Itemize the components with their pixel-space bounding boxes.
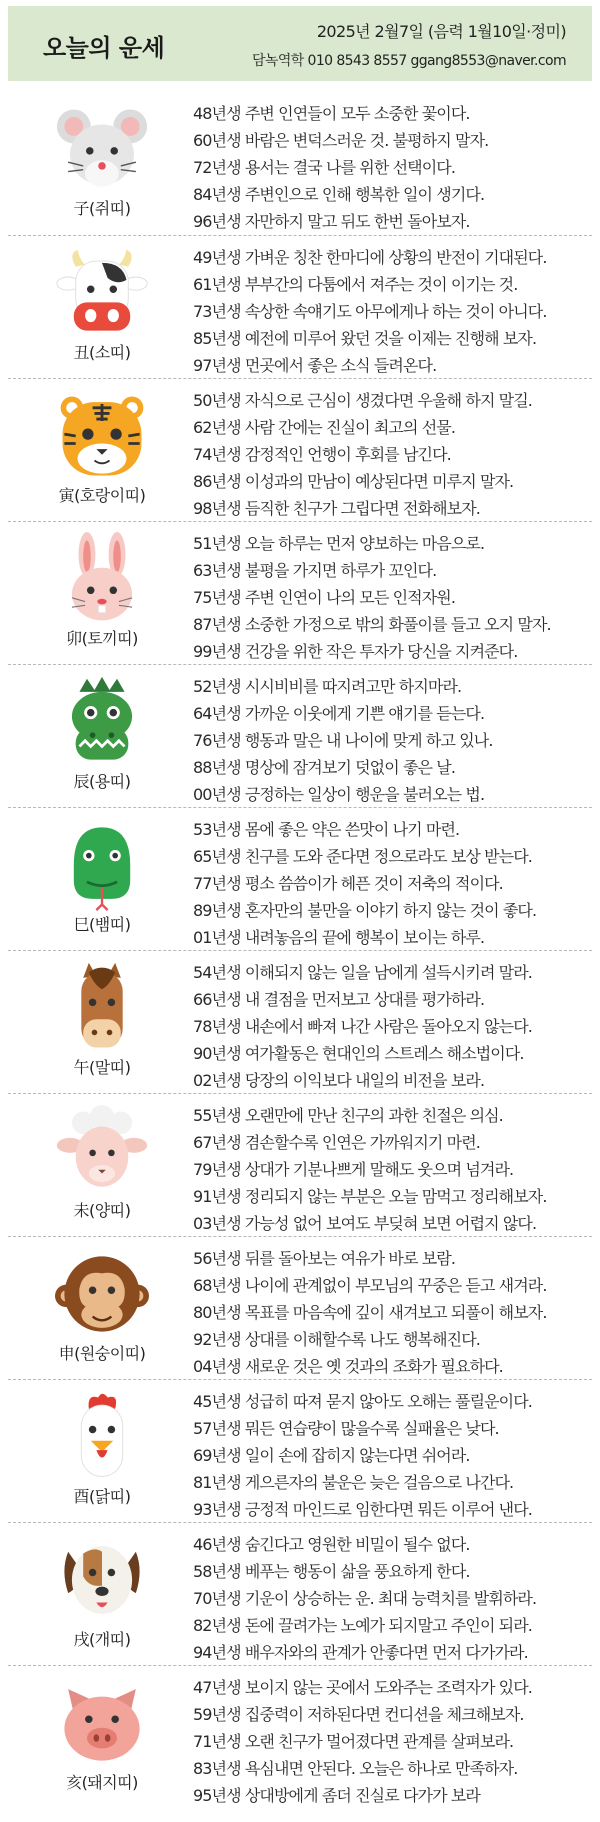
fortune-line: 47년생 보이지 않는 곳에서 도와주는 조력자가 있다. — [193, 1678, 532, 1697]
zodiac-row-dragon — [8, 664, 592, 808]
fortune-line: 57년생 뭐든 연습량이 많을수록 실패율은 낮다. — [193, 1419, 499, 1438]
snake-icon — [55, 818, 149, 912]
fortune-lines — [193, 1388, 588, 1523]
fortune-line: 64년생 가까운 이웃에게 기쁜 얘기를 듣는다. — [193, 704, 485, 723]
fortune-line: 99년생 건강을 위한 작은 투자가 당신을 지켜준다. — [193, 642, 518, 661]
fortune-line: 92년생 상대를 이해할수록 나도 행복해진다. — [193, 1330, 480, 1349]
fortune-line: 83년생 욕심내면 안된다. 오늘은 하나로 만족하자. — [193, 1759, 518, 1778]
fortune-line: 87년생 소중한 가정으로 밖의 화풀이를 들고 오지 말자. — [193, 615, 551, 634]
zodiac-row-dog — [8, 1522, 592, 1666]
fortune-line: 75년생 주변 인연이 나의 모든 인적자원. — [193, 588, 456, 607]
fortune-line: 01년생 내려놓음의 끝에 행복이 보이는 하루. — [193, 928, 485, 947]
zodiac-row-rooster — [8, 1379, 592, 1523]
animal-cell — [38, 808, 168, 951]
fortune-lines — [193, 244, 588, 379]
fortune-line: 52년생 시시비비를 따지려고만 하지마라. — [193, 677, 462, 696]
rooster-icon — [55, 1390, 149, 1484]
fortune-line: 82년생 돈에 끌려가는 노예가 되지말고 주인이 되라. — [193, 1616, 532, 1635]
zodiac-row-pig — [8, 1665, 592, 1809]
zodiac-row-monkey — [8, 1236, 592, 1380]
fortune-line: 53년생 몸에 좋은 약은 쓴맛이 나기 마련. — [193, 820, 460, 839]
fortune-line: 03년생 가능성 없어 보여도 부딪혀 보면 어렵지 않다. — [193, 1214, 537, 1233]
fortune-line: 79년생 상대가 기분나쁘게 말해도 웃으며 넘겨라. — [193, 1160, 514, 1179]
fortune-lines — [193, 959, 588, 1094]
fortune-line: 00년생 긍정하는 일상이 행운을 불러오는 법. — [193, 785, 485, 804]
fortune-line: 62년생 사람 간에는 진실이 최고의 선물. — [193, 418, 456, 437]
zodiac-row-tiger — [8, 378, 592, 522]
fortune-lines — [193, 1102, 588, 1237]
dog-icon — [55, 1533, 149, 1627]
zodiac-row-snake — [8, 807, 592, 951]
fortune-line: 02년생 당장의 이익보다 내일의 비전을 보라. — [193, 1071, 485, 1090]
zodiac-label: 亥(돼지띠) — [66, 1773, 138, 1792]
fortune-line: 80년생 목표를 마음속에 깊이 새겨보고 되풀이 해보자. — [193, 1303, 547, 1322]
fortune-line: 76년생 행동과 말은 내 나이에 맞게 하고 있나. — [193, 731, 493, 750]
sheep-icon — [55, 1104, 149, 1198]
fortune-line: 65년생 친구를 도와 준다면 정으로라도 보상 받는다. — [193, 847, 532, 866]
fortune-line: 74년생 감정적인 언행이 후회를 남긴다. — [193, 445, 451, 464]
fortune-line: 04년생 새로운 것은 옛 것과의 조화가 필요하다. — [193, 1357, 503, 1376]
zodiac-label: 辰(용띠) — [73, 772, 131, 791]
fortune-lines — [193, 673, 588, 808]
zodiac-row-ox — [8, 235, 592, 379]
fortune-lines — [193, 1245, 588, 1380]
pig-icon — [55, 1676, 149, 1770]
animal-cell — [38, 236, 168, 379]
tiger-icon — [55, 389, 149, 483]
zodiac-label: 卯(토끼띠) — [66, 629, 138, 648]
fortune-line: 94년생 배우자와의 관계가 안좋다면 먼저 다가가라. — [193, 1643, 528, 1662]
rat-icon — [55, 102, 149, 196]
animal-cell — [38, 1666, 168, 1809]
page-title: 오늘의 운세 — [43, 34, 165, 62]
animal-cell — [38, 1094, 168, 1237]
zodiac-row-horse — [8, 950, 592, 1094]
fortune-line: 86년생 이성과의 만남이 예상된다면 미루지 말자. — [193, 472, 514, 491]
zodiac-row-rabbit — [8, 521, 592, 665]
fortune-line: 67년생 겸손할수록 인연은 가까워지기 마련. — [193, 1133, 480, 1152]
zodiac-label: 午(말띠) — [73, 1058, 131, 1077]
zodiac-label: 申(원숭이띠) — [58, 1344, 146, 1363]
fortune-line: 61년생 부부간의 다툼에서 져주는 것이 이기는 것. — [193, 275, 518, 294]
fortune-line: 50년생 자식으로 근심이 생겼다면 우울해 하지 말길. — [193, 391, 532, 410]
animal-cell — [38, 1523, 168, 1666]
animal-cell — [38, 665, 168, 808]
fortune-line: 69년생 일이 손에 잡히지 않는다면 쉬어라. — [193, 1446, 470, 1465]
fortune-line: 95년생 상대방에게 좀더 진실로 다가가 보라 — [193, 1786, 480, 1805]
fortune-line: 49년생 가벼운 칭찬 한마디에 상황의 반전이 기대된다. — [193, 248, 547, 267]
fortune-line: 77년생 평소 씀씀이가 헤픈 것이 저축의 적이다. — [193, 874, 503, 893]
zodiac-label: 寅(호랑이띠) — [58, 486, 146, 505]
zodiac-label: 酉(닭띠) — [73, 1487, 131, 1506]
fortune-line: 96년생 자만하지 말고 뒤도 한번 돌아보자. — [193, 212, 470, 231]
header-banner — [8, 6, 592, 81]
fortune-line: 60년생 바람은 변덕스러운 것. 불평하지 말자. — [193, 131, 489, 150]
zodiac-row-rat — [8, 92, 592, 235]
fortune-lines — [193, 1674, 588, 1809]
fortune-line: 70년생 기운이 상승하는 운. 최대 능력치를 발휘하라. — [193, 1589, 537, 1608]
zodiac-label: 丑(소띠) — [73, 343, 131, 362]
fortune-line: 85년생 예전에 미루어 왔던 것을 이제는 진행해 보자. — [193, 329, 537, 348]
fortune-line: 59년생 집중력이 저하된다면 컨디션을 체크해보자. — [193, 1705, 524, 1724]
fortune-line: 54년생 이해되지 않는 일을 남에게 설득시키려 말라. — [193, 963, 532, 982]
fortune-line: 91년생 정리되지 않는 부분은 오늘 맘먹고 정리해보자. — [193, 1187, 547, 1206]
fortune-line: 81년생 게으른자의 불운은 늦은 걸음으로 나간다. — [193, 1473, 514, 1492]
animal-cell — [38, 1380, 168, 1523]
animal-cell — [38, 522, 168, 665]
fortune-lines — [193, 816, 588, 951]
contact-line: 담녹역학 010 8543 8557 ggang8553@naver.com — [252, 53, 566, 69]
animal-cell — [38, 379, 168, 522]
fortune-line: 84년생 주변인으로 인해 행복한 일이 생기다. — [193, 185, 485, 204]
fortune-line: 45년생 성급히 따져 묻지 않아도 오해는 풀릴운이다. — [193, 1392, 532, 1411]
fortune-line: 63년생 불평을 가지면 하루가 꼬인다. — [193, 561, 437, 580]
ox-icon — [55, 246, 149, 340]
fortune-line: 73년생 속상한 속얘기도 아무에게나 하는 것이 아니다. — [193, 302, 547, 321]
fortune-line: 58년생 베푸는 행동이 삶을 풍요하게 한다. — [193, 1562, 470, 1581]
fortune-line: 89년생 혼자만의 불만을 이야기 하지 않는 것이 좋다. — [193, 901, 537, 920]
horse-icon — [55, 961, 149, 1055]
monkey-icon — [55, 1247, 149, 1341]
zodiac-label: 巳(뱀띠) — [73, 915, 131, 934]
fortune-line: 88년생 명상에 잠겨보기 덧없이 좋은 날. — [193, 758, 456, 777]
fortune-line: 48년생 주변 인연들이 모두 소중한 꽃이다. — [193, 104, 470, 123]
fortune-lines — [193, 387, 588, 522]
fortune-line: 93년생 긍정적 마인드로 임한다면 뭐든 이루어 낸다. — [193, 1500, 532, 1519]
fortune-line: 51년생 오늘 하루는 먼저 양보하는 마음으로. — [193, 534, 485, 553]
fortune-line: 55년생 오랜만에 만난 친구의 과한 친절은 의심. — [193, 1106, 503, 1125]
fortune-line: 66년생 내 결점을 먼저보고 상대를 평가하라. — [193, 990, 485, 1009]
date-line: 2025년 2월7일 (음력 1월10일·정미) — [316, 22, 566, 41]
zodiac-row-sheep — [8, 1093, 592, 1237]
zodiac-label: 戌(개띠) — [73, 1630, 131, 1649]
fortune-line: 90년생 여가활동은 현대인의 스트레스 해소법이다. — [193, 1044, 524, 1063]
fortune-line: 78년생 내손에서 빠져 나간 사람은 돌아오지 않는다. — [193, 1017, 532, 1036]
fortune-line: 68년생 나이에 관계없이 부모님의 꾸중은 듣고 새겨라. — [193, 1276, 547, 1295]
fortune-line: 71년생 오랜 친구가 멀어졌다면 관계를 살펴보라. — [193, 1732, 514, 1751]
rabbit-icon — [55, 532, 149, 626]
fortune-line: 46년생 숨긴다고 영원한 비밀이 될수 없다. — [193, 1535, 470, 1554]
dragon-icon — [55, 675, 149, 769]
animal-cell — [38, 951, 168, 1094]
fortune-lines — [193, 1531, 588, 1666]
fortune-line: 56년생 뒤를 돌아보는 여유가 바로 보람. — [193, 1249, 456, 1268]
animal-cell — [38, 1237, 168, 1380]
fortune-lines — [193, 100, 588, 235]
fortune-line: 72년생 용서는 결국 나를 위한 선택이다. — [193, 158, 456, 177]
fortune-line: 98년생 듬직한 친구가 그립다면 전화해보자. — [193, 499, 480, 518]
zodiac-label: 子(쥐띠) — [73, 199, 131, 218]
fortune-lines — [193, 530, 588, 665]
animal-cell — [38, 92, 168, 235]
zodiac-label: 未(양띠) — [73, 1201, 131, 1220]
fortune-line: 97년생 먼곳에서 좋은 소식 들려온다. — [193, 356, 437, 375]
